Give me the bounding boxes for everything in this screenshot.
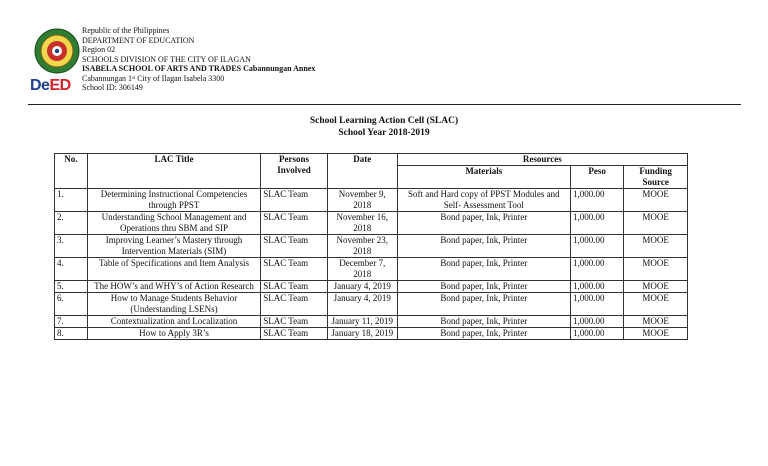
cell-materials: Bond paper, Ink, Printer bbox=[397, 328, 570, 340]
table-row bbox=[55, 212, 688, 235]
table-row bbox=[55, 293, 688, 316]
document-subtitle: School Year 2018-2019 bbox=[338, 128, 430, 138]
cell-materials: Bond paper, Ink, Printer bbox=[397, 235, 570, 258]
cell-funding: MOOE bbox=[624, 189, 688, 212]
letterhead-line-school-id: School ID: 306149 bbox=[82, 83, 143, 92]
cell-persons: SLAC Team bbox=[261, 235, 328, 258]
cell-funding: MOOE bbox=[624, 316, 688, 328]
cell-materials: Soft and Hard copy of PPST Modules and Self- Assessment Tool bbox=[397, 189, 570, 212]
cell-peso: 1,000.00 bbox=[571, 212, 624, 235]
cell-peso: 1,000.00 bbox=[571, 258, 624, 281]
slac-table bbox=[54, 153, 688, 340]
letterhead-line-department: DEPARTMENT OF EDUCATION bbox=[82, 35, 195, 45]
header-date: Date bbox=[327, 154, 397, 189]
header-funding: Funding Source bbox=[624, 166, 688, 189]
cell-no: 3. bbox=[55, 235, 88, 258]
table-row bbox=[55, 316, 688, 328]
letterhead-line-country: Republic of the Philippines bbox=[82, 26, 170, 35]
header-lac-title: LAC Title bbox=[87, 154, 260, 189]
letterhead-line-school: ISABELA SCHOOL OF ARTS AND TRADES Cabannungan Annex bbox=[82, 64, 316, 73]
cell-persons: SLAC Team bbox=[261, 212, 328, 235]
table-row bbox=[55, 189, 688, 212]
cell-materials: Bond paper, Ink, Printer bbox=[397, 293, 570, 316]
cell-title: How to Manage Students Behavior (Understanding LSENs) bbox=[87, 293, 260, 316]
cell-date: January 4, 2019 bbox=[327, 281, 397, 293]
cell-no: 4. bbox=[55, 258, 88, 281]
cell-title: Improving Learner’s Mastery through Intervention Materials (SIM) bbox=[87, 235, 260, 258]
cell-title: Contextualization and Localization bbox=[87, 316, 260, 328]
cell-funding: MOOE bbox=[624, 212, 688, 235]
cell-materials: Bond paper, Ink, Printer bbox=[397, 258, 570, 281]
cell-materials: Bond paper, Ink, Printer bbox=[397, 212, 570, 235]
cell-persons: SLAC Team bbox=[261, 281, 328, 293]
header-peso: Peso bbox=[571, 166, 624, 189]
cell-no: 1. bbox=[55, 189, 88, 212]
cell-no: 6. bbox=[55, 293, 88, 316]
document-title: School Learning Action Cell (SLAC) bbox=[309, 116, 459, 126]
cell-persons: SLAC Team bbox=[261, 293, 328, 316]
cell-materials: Bond paper, Ink, Printer bbox=[397, 316, 570, 328]
letterhead-text bbox=[82, 26, 315, 93]
cell-funding: MOOE bbox=[624, 235, 688, 258]
cell-peso: 1,000.00 bbox=[571, 316, 624, 328]
cell-peso: 1,000.00 bbox=[571, 281, 624, 293]
cell-title: How to Apply 3R’s bbox=[87, 328, 260, 340]
cell-date: November 16, 2018 bbox=[327, 212, 397, 235]
table-body bbox=[55, 189, 688, 340]
cell-title: Table of Specifications and Item Analysis bbox=[87, 258, 260, 281]
cell-title: The HOW’s and WHY’s of Action Research bbox=[87, 281, 260, 293]
cell-funding: MOOE bbox=[624, 281, 688, 293]
letterhead bbox=[30, 24, 750, 102]
cell-no: 5. bbox=[55, 281, 88, 293]
header-resources: Resources bbox=[397, 154, 687, 166]
cell-date: January 4, 2019 bbox=[327, 293, 397, 316]
cell-materials: Bond paper, Ink, Printer bbox=[397, 281, 570, 293]
cell-no: 7. bbox=[55, 316, 88, 328]
table-row bbox=[55, 328, 688, 340]
cell-no: 8. bbox=[55, 328, 88, 340]
deped-logo: DeED bbox=[30, 77, 71, 94]
letterhead-line-division: SCHOOLS DIVISION OF THE CITY OF ILAGAN bbox=[82, 54, 251, 64]
cell-persons: SLAC Team bbox=[261, 189, 328, 212]
cell-title: Determining Instructional Competencies through PPST bbox=[87, 189, 260, 212]
cell-peso: 1,000.00 bbox=[571, 328, 624, 340]
header-persons: Persons Involved bbox=[261, 154, 328, 189]
cell-date: November 9, 2018 bbox=[327, 189, 397, 212]
cell-peso: 1,000.00 bbox=[571, 235, 624, 258]
table-row bbox=[55, 258, 688, 281]
cell-funding: MOOE bbox=[624, 293, 688, 316]
cell-date: November 23, 2018 bbox=[327, 235, 397, 258]
cell-peso: 1,000.00 bbox=[571, 293, 624, 316]
header-divider bbox=[28, 104, 741, 105]
header-no: No. bbox=[55, 154, 88, 189]
deped-seal-icon bbox=[34, 28, 80, 74]
letterhead-line-address: Cabannungan 1ˢᵗ City of Ilagan Isabela 3300 bbox=[82, 73, 225, 83]
cell-date: January 11, 2019 bbox=[327, 316, 397, 328]
cell-funding: MOOE bbox=[624, 258, 688, 281]
cell-persons: SLAC Team bbox=[261, 328, 328, 340]
cell-persons: SLAC Team bbox=[261, 258, 328, 281]
table-row bbox=[55, 281, 688, 293]
header-materials: Materials bbox=[397, 166, 570, 189]
cell-no: 2. bbox=[55, 212, 88, 235]
table-header-row bbox=[55, 154, 688, 166]
cell-title: Understanding School Management and Operations thru SBM and SIP bbox=[87, 212, 260, 235]
letterhead-line-region: Region 02 bbox=[82, 45, 116, 54]
cell-funding: MOOE bbox=[624, 328, 688, 340]
cell-date: December 7, 2018 bbox=[327, 258, 397, 281]
table-row bbox=[55, 235, 688, 258]
cell-date: January 18, 2019 bbox=[327, 328, 397, 340]
cell-persons: SLAC Team bbox=[261, 316, 328, 328]
cell-peso: 1,000.00 bbox=[571, 189, 624, 212]
